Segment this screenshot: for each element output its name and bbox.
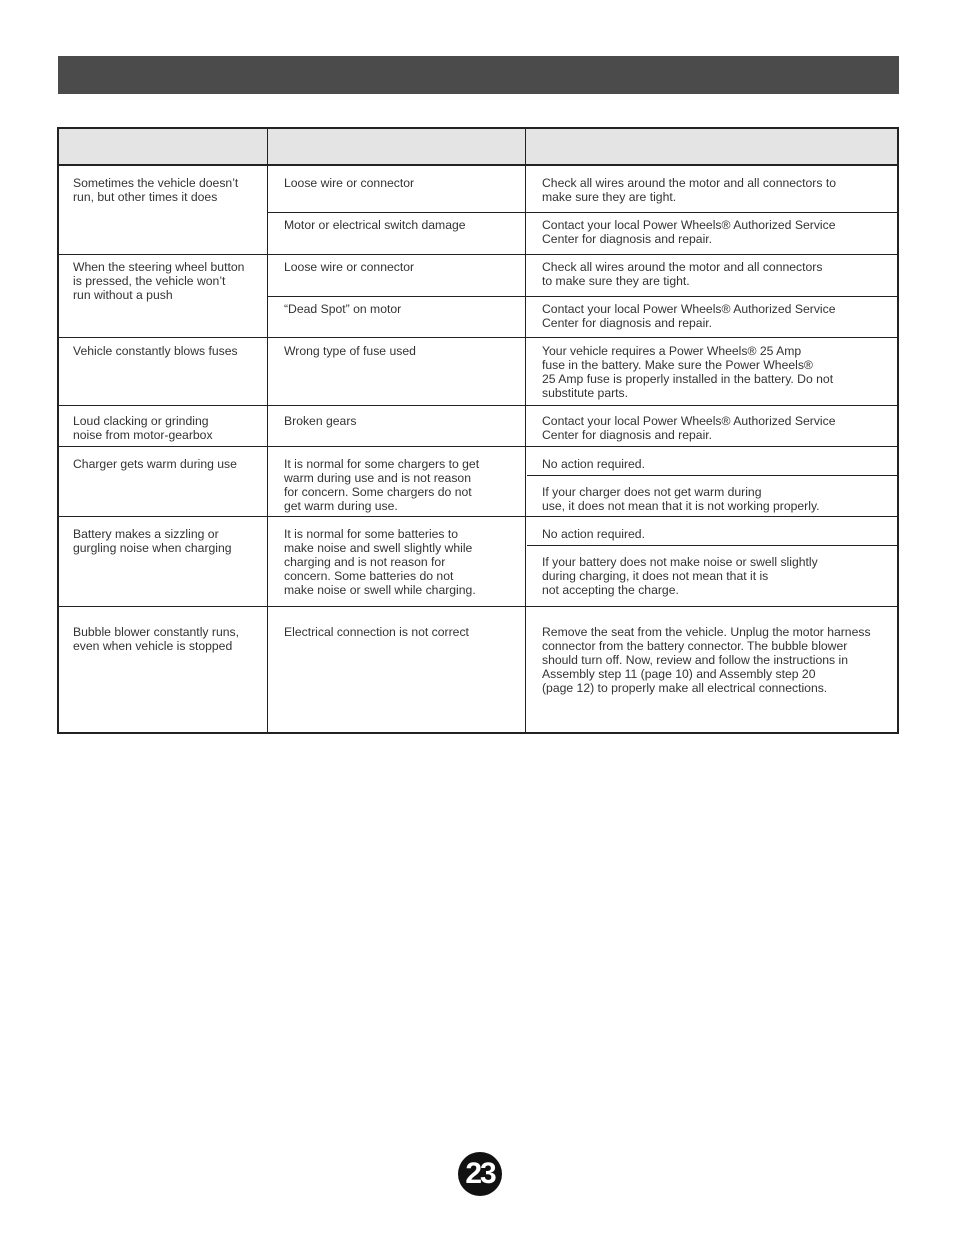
row-divider (59, 254, 897, 255)
solution-cell: Remove the seat from the vehicle. Unplug the motor harness connector from the battery connector. The bubble blower should turn off. Now, review and follow the instructions in Assembly step 11 (page 10) and Assembly step 20 (page 12) to properly make all electrical connections. (542, 625, 871, 695)
solution-cell: Check all wires around the motor and all connectors to make sure they are tight. (542, 260, 823, 288)
sub-row-divider (267, 296, 897, 297)
problem-cell: Bubble blower constantly runs, even when vehicle is stopped (73, 625, 239, 653)
column-divider (267, 129, 268, 732)
problem-cell: Vehicle constantly blows fuses (73, 344, 238, 358)
table-header-row (59, 129, 897, 166)
problem-cell: Battery makes a sizzling or gurgling noise when charging (73, 527, 232, 555)
cause-cell: Loose wire or connector (284, 260, 415, 274)
row-divider (59, 405, 897, 406)
row-divider (59, 516, 897, 517)
page-number-badge: 23 (458, 1152, 502, 1196)
title-bar (58, 56, 899, 94)
solution-cell: If your battery does not make noise or swell slightly during charging, it does not mean that it is not accepting the charge. (542, 555, 818, 597)
row-divider (59, 606, 897, 607)
solution-cell: No action required. (542, 457, 645, 471)
column-divider (525, 129, 526, 732)
solution-cell: Contact your local Power Wheels® Authorized Service Center for diagnosis and repair. (542, 302, 836, 330)
troubleshooting-table (57, 127, 899, 734)
solution-cell: Contact your local Power Wheels® Authorized Service Center for diagnosis and repair. (542, 218, 836, 246)
cause-cell: It is normal for some chargers to get warm during use and is not reason for concern. Some chargers do not get warm during use. (284, 457, 480, 513)
sub-row-divider (527, 475, 897, 476)
row-divider (59, 446, 897, 447)
solution-cell: Contact your local Power Wheels® Authorized Service Center for diagnosis and repair. (542, 414, 836, 442)
cause-cell: Broken gears (284, 414, 357, 428)
problem-cell: Charger gets warm during use (73, 457, 237, 471)
solution-cell: Your vehicle requires a Power Wheels® 25 Amp fuse in the battery. Make sure the Power Wheels® 25 Amp fuse is properly installed in the battery. Do not substitute parts. (542, 344, 834, 400)
cause-cell: Electrical connection is not correct (284, 625, 469, 639)
cause-cell: It is normal for some batteries to make noise and swell slightly while charging and is not reason for concern. Some batteries do not make noise or swell while charging. (284, 527, 476, 597)
sub-row-divider (267, 212, 897, 213)
cause-cell: Loose wire or connector (284, 176, 415, 190)
solution-cell: No action required. (542, 527, 645, 541)
solution-cell: If your charger does not get warm during use, it does not mean that it is not working properly. (542, 485, 820, 513)
sub-row-divider (527, 545, 897, 546)
cause-cell: Motor or electrical switch damage (284, 218, 466, 232)
cause-cell: Wrong type of fuse used (284, 344, 416, 358)
problem-cell: Sometimes the vehicle doesn’t run, but other times it does (73, 176, 239, 204)
problem-cell: Loud clacking or grinding noise from motor-gearbox (73, 414, 213, 442)
row-divider (59, 337, 897, 338)
cause-cell: “Dead Spot” on motor (284, 302, 402, 316)
problem-cell: When the steering wheel button is pressed, the vehicle won’t run without a push (73, 260, 245, 302)
solution-cell: Check all wires around the motor and all connectors to make sure they are tight. (542, 176, 837, 204)
